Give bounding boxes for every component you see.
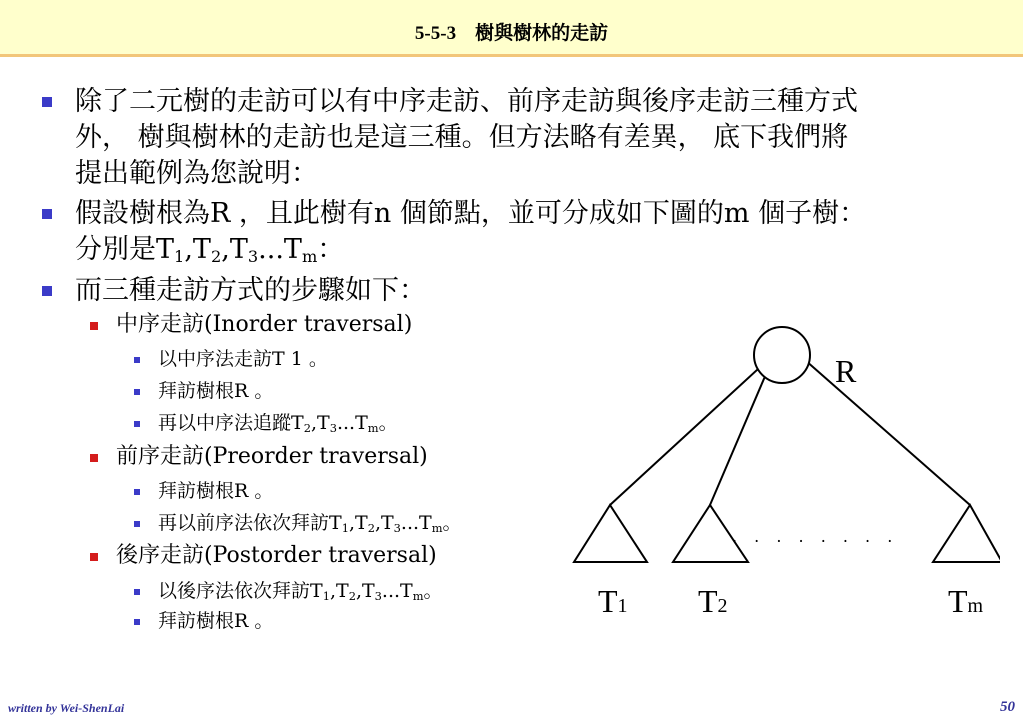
postorder-step-1: 以後序法依次拜訪$T_1,T_2,T_3...T_m$。 — [158, 578, 443, 604]
root-node — [754, 327, 810, 383]
subsub-bullet-marker — [134, 489, 140, 495]
subsub-bullet-marker — [134, 619, 140, 625]
inorder-step-3: 再以中序法追蹤$T_2,T_3...T_m$。 — [158, 410, 398, 436]
slide-title: 5-5-3 樹與樹林的走訪 — [414, 23, 609, 44]
tree-diagram — [560, 320, 1000, 620]
bullet-intro-line3: 提出範例為您說明： — [75, 158, 318, 189]
bullet-assumption-line2: 分別是$T_1,T_2,T_3...T_m$： — [75, 234, 345, 267]
bullet-marker — [42, 286, 52, 296]
inorder-heading: 中序走訪(Inorder traversal) — [116, 310, 412, 340]
sub-bullet-marker — [90, 553, 98, 561]
preorder-step-1: 拜訪樹根R 。 — [158, 478, 273, 504]
bullet-marker — [42, 97, 52, 107]
postorder-heading: 後序走訪(Postorder traversal) — [116, 541, 437, 571]
postorder-step-2: 拜訪樹根R 。 — [158, 608, 273, 634]
subtree-tm-triangle — [933, 505, 1000, 562]
footer-author: written by Wei-ShenLai — [8, 701, 125, 715]
subtree-t1-triangle — [574, 505, 647, 562]
bullet-assumption — [75, 196, 866, 268]
edge-root-tm — [805, 360, 970, 505]
page-number: 50 — [1000, 699, 1015, 715]
root-label: R — [835, 353, 857, 389]
bullet-marker — [42, 209, 52, 219]
subsub-bullet-marker — [134, 589, 140, 595]
bullet-intro-line1: 除了二元樹的走訪可以有中序走訪、前序走訪與後序走訪三種方式 — [75, 86, 858, 117]
sub-bullet-marker — [90, 322, 98, 330]
preorder-heading: 前序走訪(Preorder traversal) — [116, 442, 428, 472]
edge-root-t1 — [610, 358, 770, 505]
sub-bullet-marker — [90, 454, 98, 462]
bullet-intro — [75, 84, 858, 192]
slide-header — [0, 0, 1023, 57]
edge-root-t2 — [710, 360, 772, 505]
tm-label: Tm — [948, 583, 984, 619]
t2-label: T2 — [698, 583, 728, 619]
bullet-assumption-line1: 假設樹根為R ，且此樹有n 個節點，並可分成如下圖的m 個子樹： — [75, 198, 867, 229]
inorder-step-1: 以中序法走訪T 1 。 — [158, 346, 328, 372]
t1-label: T1 — [598, 583, 628, 619]
subsub-bullet-marker — [134, 521, 140, 527]
preorder-step-2: 再以前序法依次拜訪$T_1,T_2,T_3...T_m$。 — [158, 510, 462, 536]
bullet-intro-line2: 外， 樹與樹林的走訪也是這三種。但方法略有差異， 底下我們將 — [75, 122, 849, 153]
bullet-steps-line1: 而三種走訪方式的步驟如下： — [75, 275, 426, 306]
inorder-step-2: 拜訪樹根R 。 — [158, 378, 273, 404]
subsub-bullet-marker — [134, 357, 140, 363]
subsub-bullet-marker — [134, 421, 140, 427]
subtree-dots: . . . . . . . . — [732, 527, 899, 546]
bullet-steps — [75, 273, 426, 309]
subsub-bullet-marker — [134, 389, 140, 395]
